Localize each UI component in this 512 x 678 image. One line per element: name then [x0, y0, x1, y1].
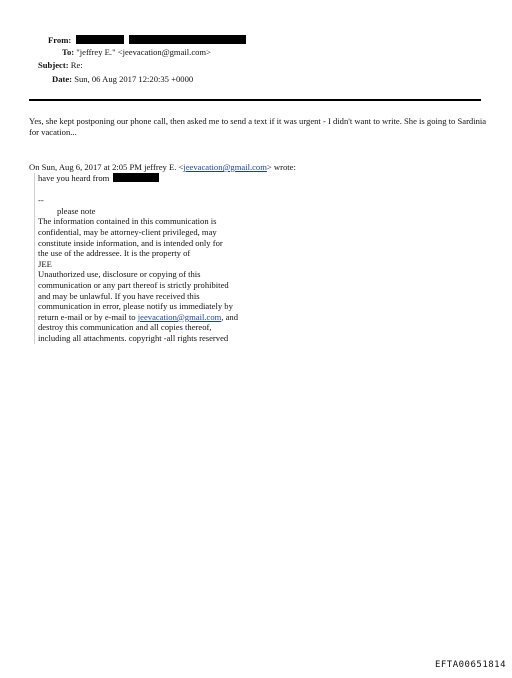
notice-return-line: [38, 312, 489, 323]
subject-label: Subject:: [38, 60, 69, 70]
notice-line: communication in error, please notify us immediately by: [38, 301, 233, 312]
quote-question-text: have you heard from: [38, 172, 110, 183]
to-value: "jeffrey E." <jeevacation@gmail.com>: [76, 47, 211, 57]
quote-intro-prefix: On Sun, Aug 6, 2017 at 2:05 PM jeffrey E. <: [29, 162, 184, 172]
notice-line: communication or any part thereof is strictly prohibited: [38, 279, 229, 290]
to-label: To:: [62, 47, 75, 57]
header-divider: [29, 99, 481, 101]
bates-number: EFTA00651814: [434, 660, 506, 670]
confidentiality-notice: [38, 206, 489, 344]
notice-line: The information contained in this communication is: [38, 216, 217, 227]
notice-line: destroy this communication and all copies thereof,: [38, 322, 212, 333]
from-label: From:: [48, 35, 72, 45]
notice-line: the use of the addressee. It is the property of: [38, 248, 191, 259]
from-row: [48, 35, 246, 46]
reply-body: Yes, she kept postponing our phone call, then asked me to send a text if it was urgent - I didn't want to write. She is going to Sardinia for vacation...: [29, 116, 487, 137]
date-value: Sun, 06 Aug 2017 12:20:35 +0000: [74, 74, 194, 84]
notice-line: JEE: [38, 258, 52, 269]
notice-email-link[interactable]: jeevacation@gmail.com: [137, 311, 222, 322]
quoted-message: [29, 162, 489, 344]
notice-return-suffix: , and: [221, 311, 239, 322]
please-note: please note: [57, 205, 96, 216]
notice-line: constitute inside information, and is intended only for: [38, 237, 223, 248]
redaction-bar: [113, 173, 159, 182]
notice-line: and may be unlawful. If you have received this: [38, 290, 200, 301]
sender-email-link[interactable]: jeevacation@gmail.com: [183, 162, 267, 172]
quote-line-1: [38, 173, 489, 184]
date-row: [52, 74, 193, 85]
notice-line: confidential, may be attorney-client privileged, may: [38, 226, 217, 237]
notice-line: Unauthorized use, disclosure or copying of this: [38, 269, 201, 280]
signature-separator: --: [38, 195, 44, 206]
notice-return-prefix: return e-mail or by e-mail to: [38, 311, 138, 322]
notice-line: including all attachments. copyright -all rights reserved: [38, 332, 229, 343]
quote-block: [34, 173, 489, 344]
subject-value: Re:: [70, 60, 83, 70]
subject-row: [38, 60, 83, 71]
quote-intro: [29, 162, 489, 173]
redaction-bar: [76, 35, 124, 44]
redaction-bar: [129, 35, 246, 44]
to-row: [62, 47, 211, 58]
date-label: Date:: [52, 74, 73, 84]
quote-intro-suffix: > wrote:: [266, 162, 296, 172]
